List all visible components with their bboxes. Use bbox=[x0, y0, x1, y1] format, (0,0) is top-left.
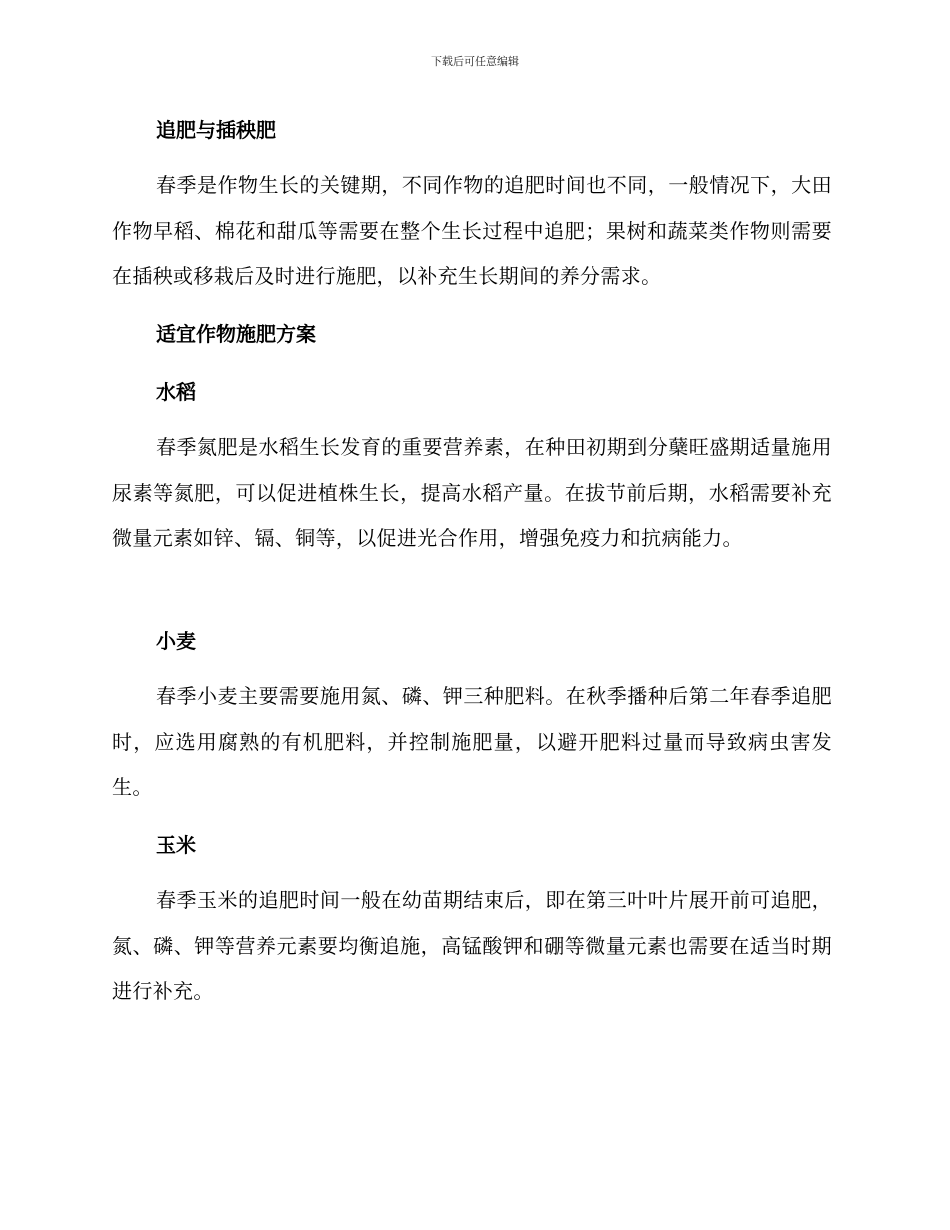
section-paragraph-corn: 春季玉米的追肥时间一般在幼苗期结束后，即在第三叶叶片展开前可追肥，氮、磷、钾等营养元素要均衡追施，高锰酸钾和硼等微量元素也需要在适当时期进行补充。 bbox=[112, 888, 832, 1003]
section-heading-corn: 玉米 bbox=[156, 833, 196, 857]
section-heading-rice: 水稻 bbox=[156, 380, 196, 404]
section-paragraph-topdressing: 春季是作物生长的关键期，不同作物的追肥时间也不同，一般情况下，大田作物早稻、棉花和甜瓜等需要在整个生长过程中追肥；果树和蔬菜类作物则需要在插秧或移栽后及时进行施肥，以补充生长期间的养分需求。 bbox=[112, 173, 832, 288]
section-heading-fertilization-plan: 适宜作物施肥方案 bbox=[156, 322, 316, 346]
section-heading-topdressing: 追肥与插秧肥 bbox=[156, 118, 276, 142]
section-heading-wheat: 小麦 bbox=[156, 629, 196, 653]
section-paragraph-wheat: 春季小麦主要需要施用氮、磷、钾三种肥料。在秋季播种后第二年春季追肥时，应选用腐熟的有机肥料，并控制施肥量，以避开肥料过量而导致病虫害发生。 bbox=[112, 684, 832, 799]
section-paragraph-rice: 春季氮肥是水稻生长发育的重要营养素，在种田初期到分蘖旺盛期适量施用尿素等氮肥，可以促进植株生长，提高水稻产量。在拔节前后期，水稻需要补充微量元素如锌、镉、铜等，以促进光合作用，增强免疫力和抗病能力。 bbox=[112, 435, 832, 550]
page-header: 下载后可任意编辑 bbox=[431, 55, 519, 68]
